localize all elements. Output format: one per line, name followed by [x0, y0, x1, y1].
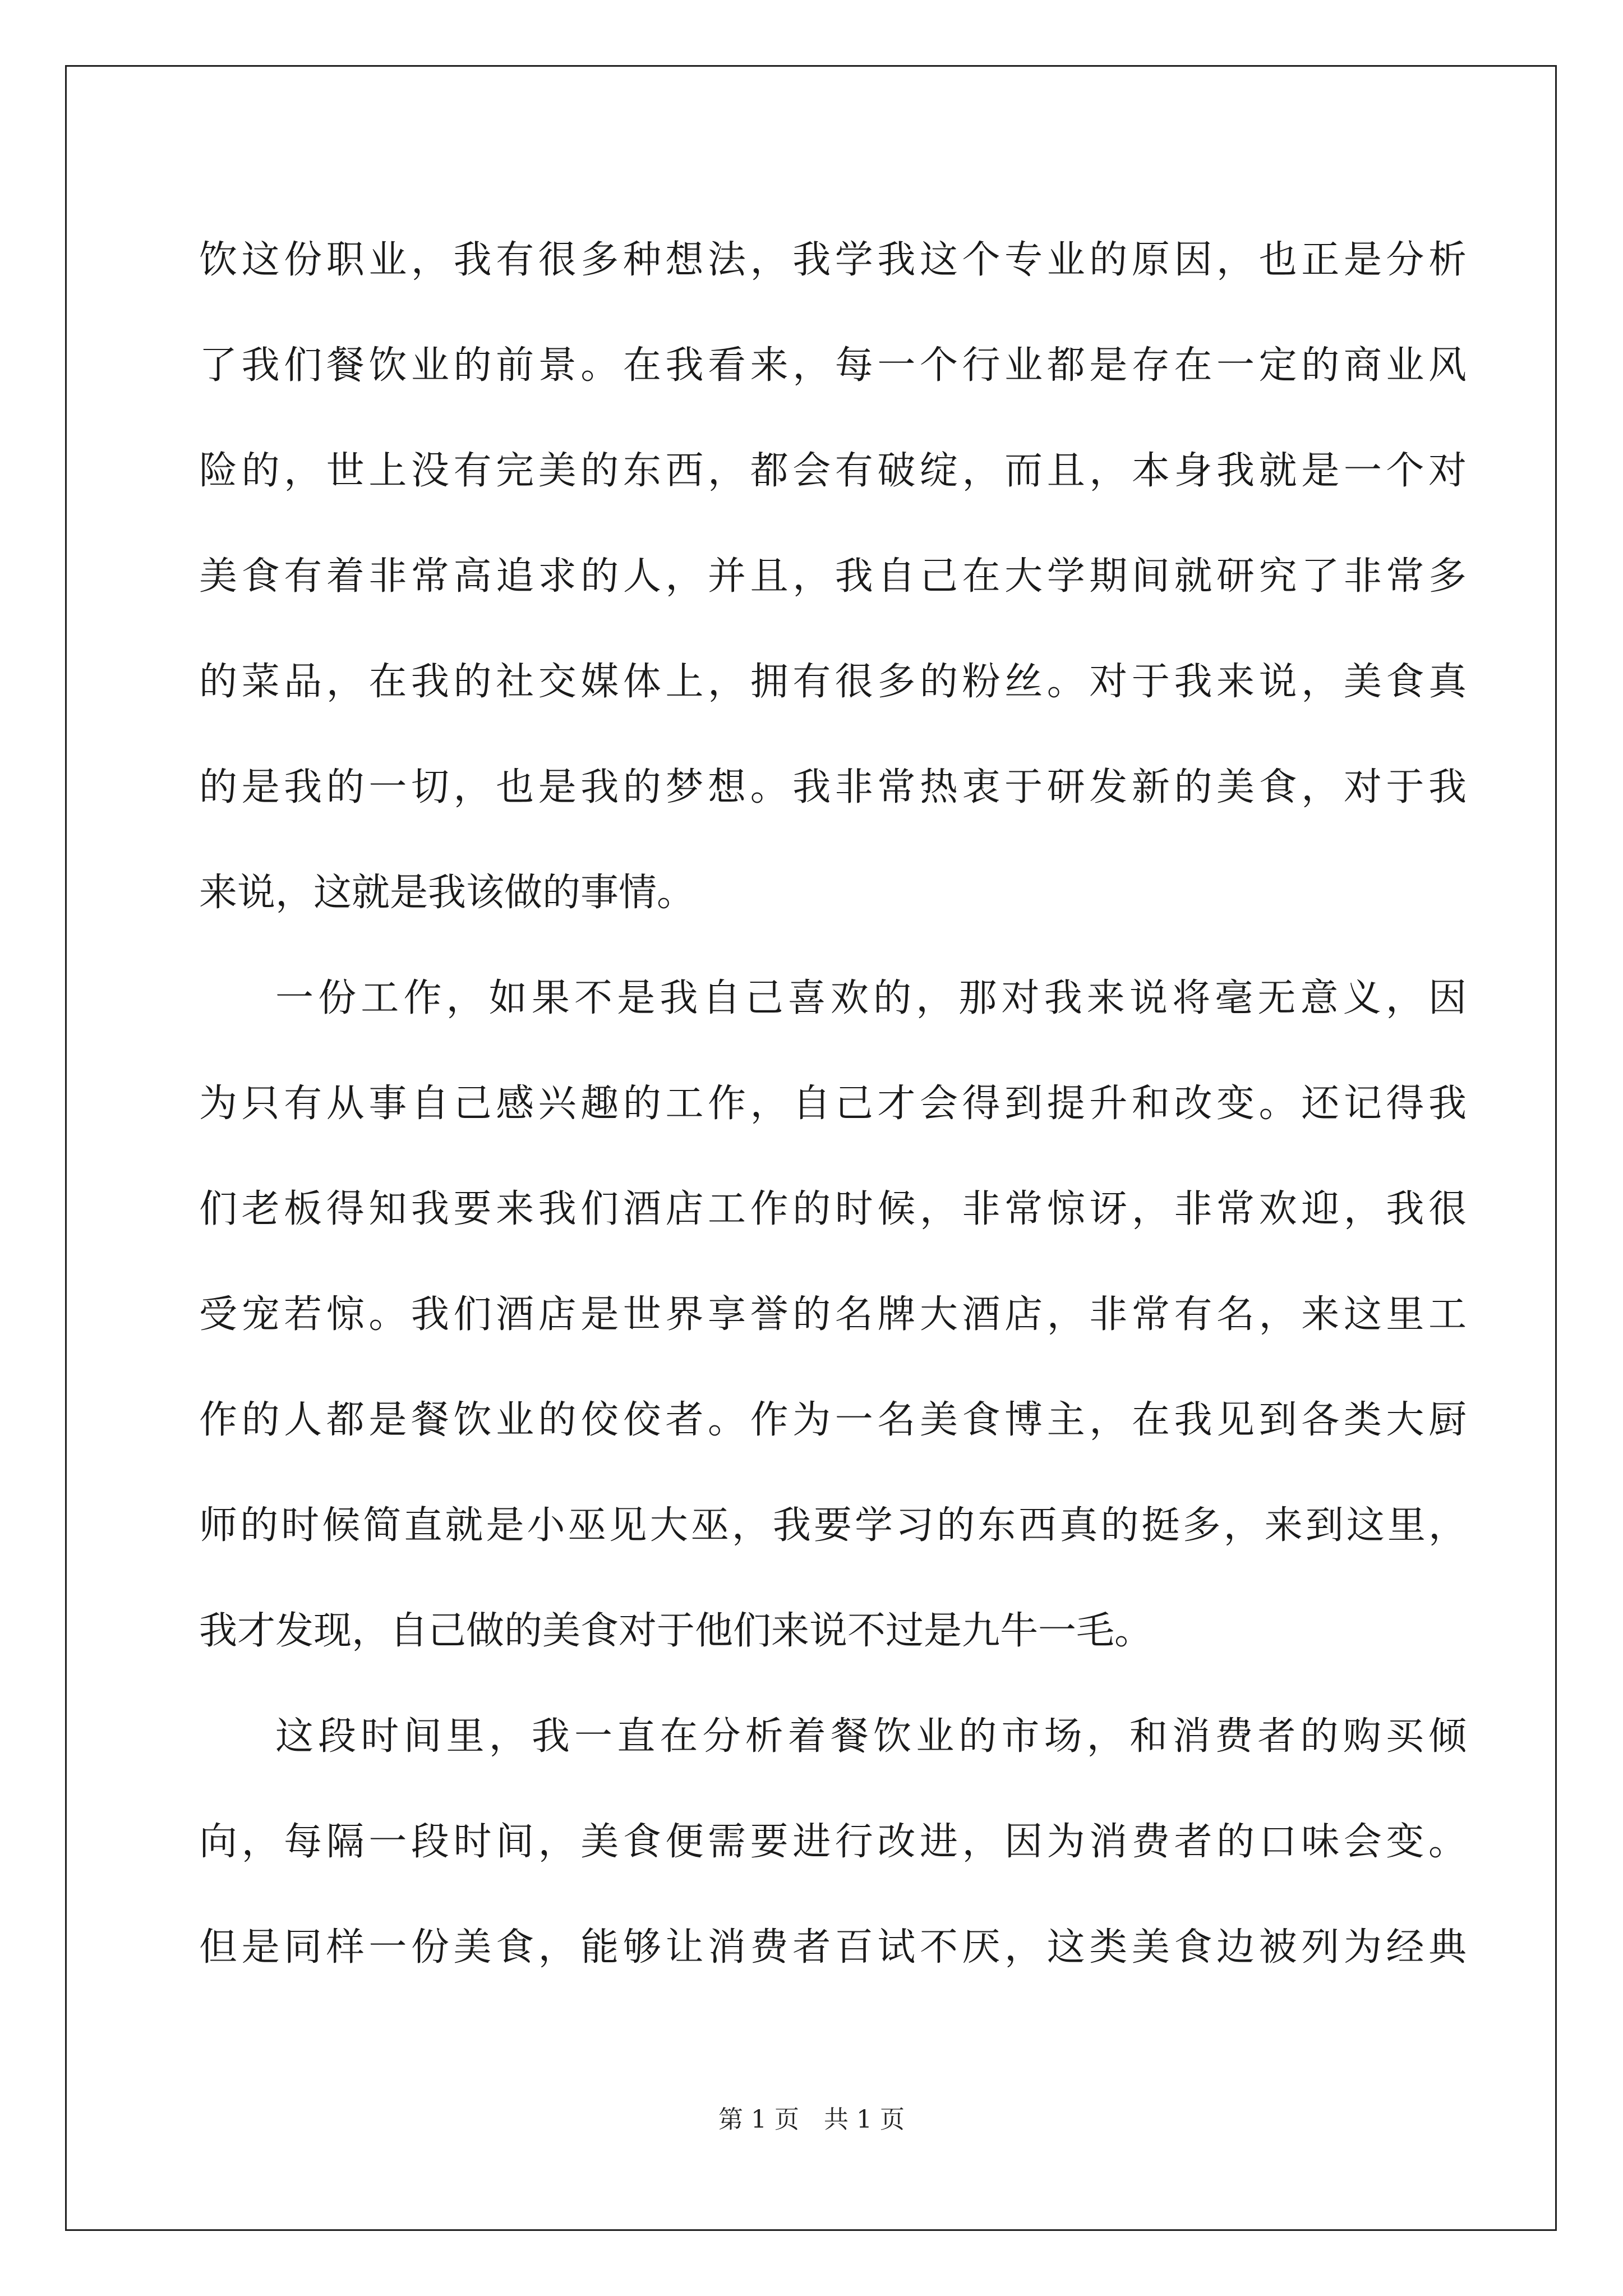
text-line: 美食有着非常高追求的人，并且，我自己在大学期间就研究了非常多: [199, 554, 1467, 599]
text-line: 但是同样一份美食，能够让消费者百试不厌，这类美食边被列为经典: [199, 1925, 1467, 1970]
text-line: 师的时候简直就是小巫见大巫，我要学习的东西真的挺多，来到这里，: [199, 1503, 1467, 1548]
text-line: 来说，这就是我该做的事情。: [199, 871, 695, 915]
text-line: 的菜品，在我的社交媒体上，拥有很多的粉丝。对于我来说，美食真: [199, 660, 1467, 704]
text-line: 一份工作，如果不是我自己喜欢的，那对我来说将毫无意义，因: [275, 976, 1467, 1020]
text-line: 作的人都是餐饮业的佼佼者。作为一名美食博主，在我见到各类大厨: [199, 1398, 1467, 1442]
text-line: 这段时间里，我一直在分析着餐饮业的市场，和消费者的购买倾: [275, 1714, 1467, 1759]
text-line: 受宠若惊。我们酒店是世界享誉的名牌大酒店，非常有名，来这里工: [199, 1292, 1467, 1337]
text-line: 我才发现，自己做的美食对于他们来说不过是九牛一毛。: [199, 1609, 1153, 1653]
document-body: [199, 208, 1467, 2000]
text-line: 了我们餐饮业的前景。在我看来，每一个行业都是存在一定的商业风: [199, 343, 1467, 388]
page-number-footer: 第 1 页 共 1 页: [718, 2105, 905, 2134]
text-line: 们老板得知我要来我们酒店工作的时候，非常惊讶，非常欢迎，我很: [199, 1187, 1467, 1231]
text-line: 向，每隔一段时间，美食便需要进行改进，因为消费者的口味会变。: [199, 1820, 1467, 1864]
text-line: 饮这份职业，我有很多种想法，我学我这个专业的原因，也正是分析: [199, 238, 1467, 282]
text-line: 险的，世上没有完美的东西，都会有破绽，而且，本身我就是一个对: [199, 449, 1467, 493]
text-line: 为只有从事自己感兴趣的工作，自己才会得到提升和改变。还记得我: [199, 1082, 1467, 1126]
text-line: 的是我的一切，也是我的梦想。我非常热衷于研发新的美食，对于我: [199, 765, 1467, 809]
